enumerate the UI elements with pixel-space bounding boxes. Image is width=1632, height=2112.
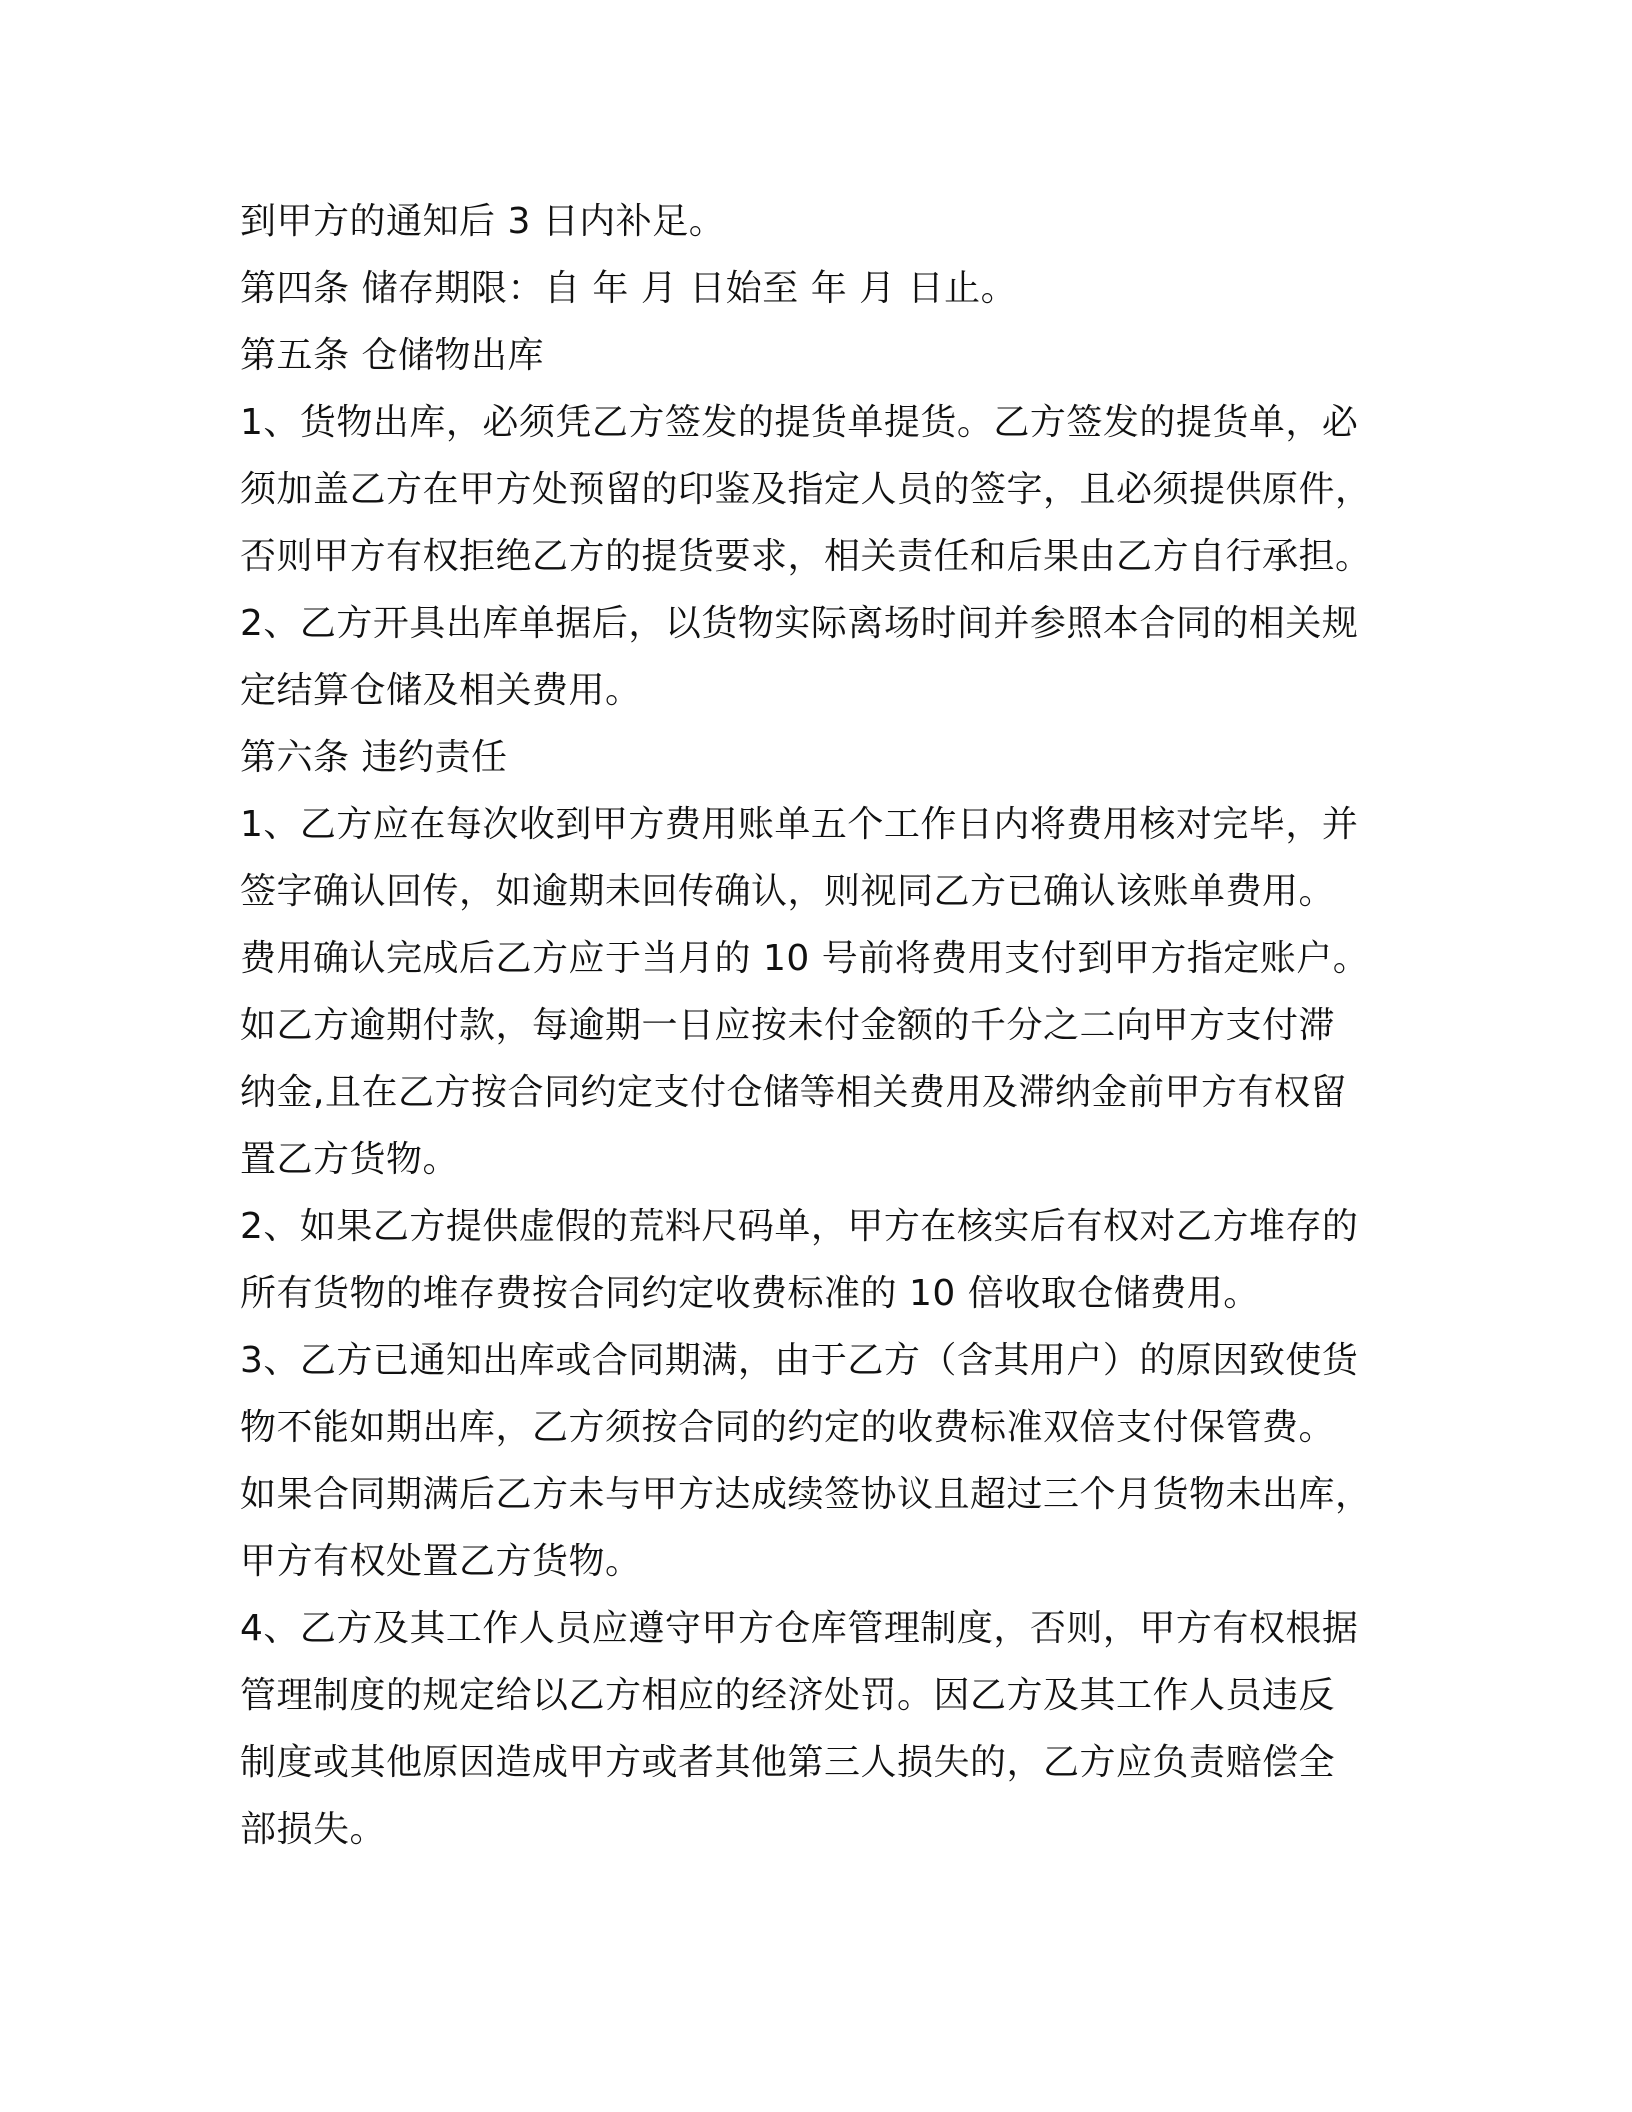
section-heading: 第六条 违约责任 xyxy=(240,737,508,778)
contract-text-body xyxy=(240,188,1390,1863)
text-line: 所有货物的堆存费按合同约定收费标准的 10 倍收取仓储费用。 xyxy=(240,1273,1260,1314)
text-line: 签字确认回传，如逾期未回传确认，则视同乙方已确认该账单费用。 xyxy=(240,871,1336,912)
text-line: 物不能如期出库，乙方须按合同的约定的收费标准双倍支付保管费。 xyxy=(240,1407,1336,1448)
text-line: 4、乙方及其工作人员应遵守甲方仓库管理制度，否则，甲方有权根据 xyxy=(240,1608,1359,1649)
text-line: 部损失。 xyxy=(240,1809,387,1850)
text-line: 定结算仓储及相关费用。 xyxy=(240,670,642,711)
text-line: 管理制度的规定给以乙方相应的经济处罚。因乙方及其工作人员违反 xyxy=(240,1675,1336,1716)
text-line: 1、货物出库，必须凭乙方签发的提货单提货。乙方签发的提货单，必 xyxy=(240,402,1359,443)
text-line: 到甲方的通知后 3 日内补足。 xyxy=(240,201,726,242)
text-line: 甲方有权处置乙方货物。 xyxy=(240,1541,642,1582)
text-line: 否则甲方有权拒绝乙方的提货要求，相关责任和后果由乙方自行承担。 xyxy=(240,536,1372,577)
text-line: 置乙方货物。 xyxy=(240,1139,460,1180)
text-line: 2、如果乙方提供虚假的荒料尺码单，甲方在核实后有权对乙方堆存的 xyxy=(240,1206,1359,1247)
text-line: 3、乙方已通知出库或合同期满，由于乙方（含其用户）的原因致使货 xyxy=(240,1340,1359,1381)
section-heading: 第五条 仓储物出库 xyxy=(240,335,544,376)
text-line: 纳金,且在乙方按合同约定支付仓储等相关费用及滞纳金前甲方有权留 xyxy=(240,1072,1347,1113)
text-line: 第四条 储存期限：自 年 月 日始至 年 月 日止。 xyxy=(240,268,1018,309)
text-line: 制度或其他原因造成甲方或者其他第三人损失的，乙方应负责赔偿全 xyxy=(240,1742,1336,1783)
text-line: 2、乙方开具出库单据后，以货物实际离场时间并参照本合同的相关规 xyxy=(240,603,1359,644)
text-line: 如果合同期满后乙方未与甲方达成续签协议且超过三个月货物未出库， xyxy=(240,1474,1372,1515)
text-line: 1、乙方应在每次收到甲方费用账单五个工作日内将费用核对完毕，并 xyxy=(240,804,1359,845)
text-line: 如乙方逾期付款，每逾期一日应按未付金额的千分之二向甲方支付滞 xyxy=(240,1005,1336,1046)
text-line: 费用确认完成后乙方应于当月的 10 号前将费用支付到甲方指定账户。 xyxy=(240,938,1370,979)
text-line: 须加盖乙方在甲方处预留的印鉴及指定人员的签字，且必须提供原件， xyxy=(240,469,1372,510)
